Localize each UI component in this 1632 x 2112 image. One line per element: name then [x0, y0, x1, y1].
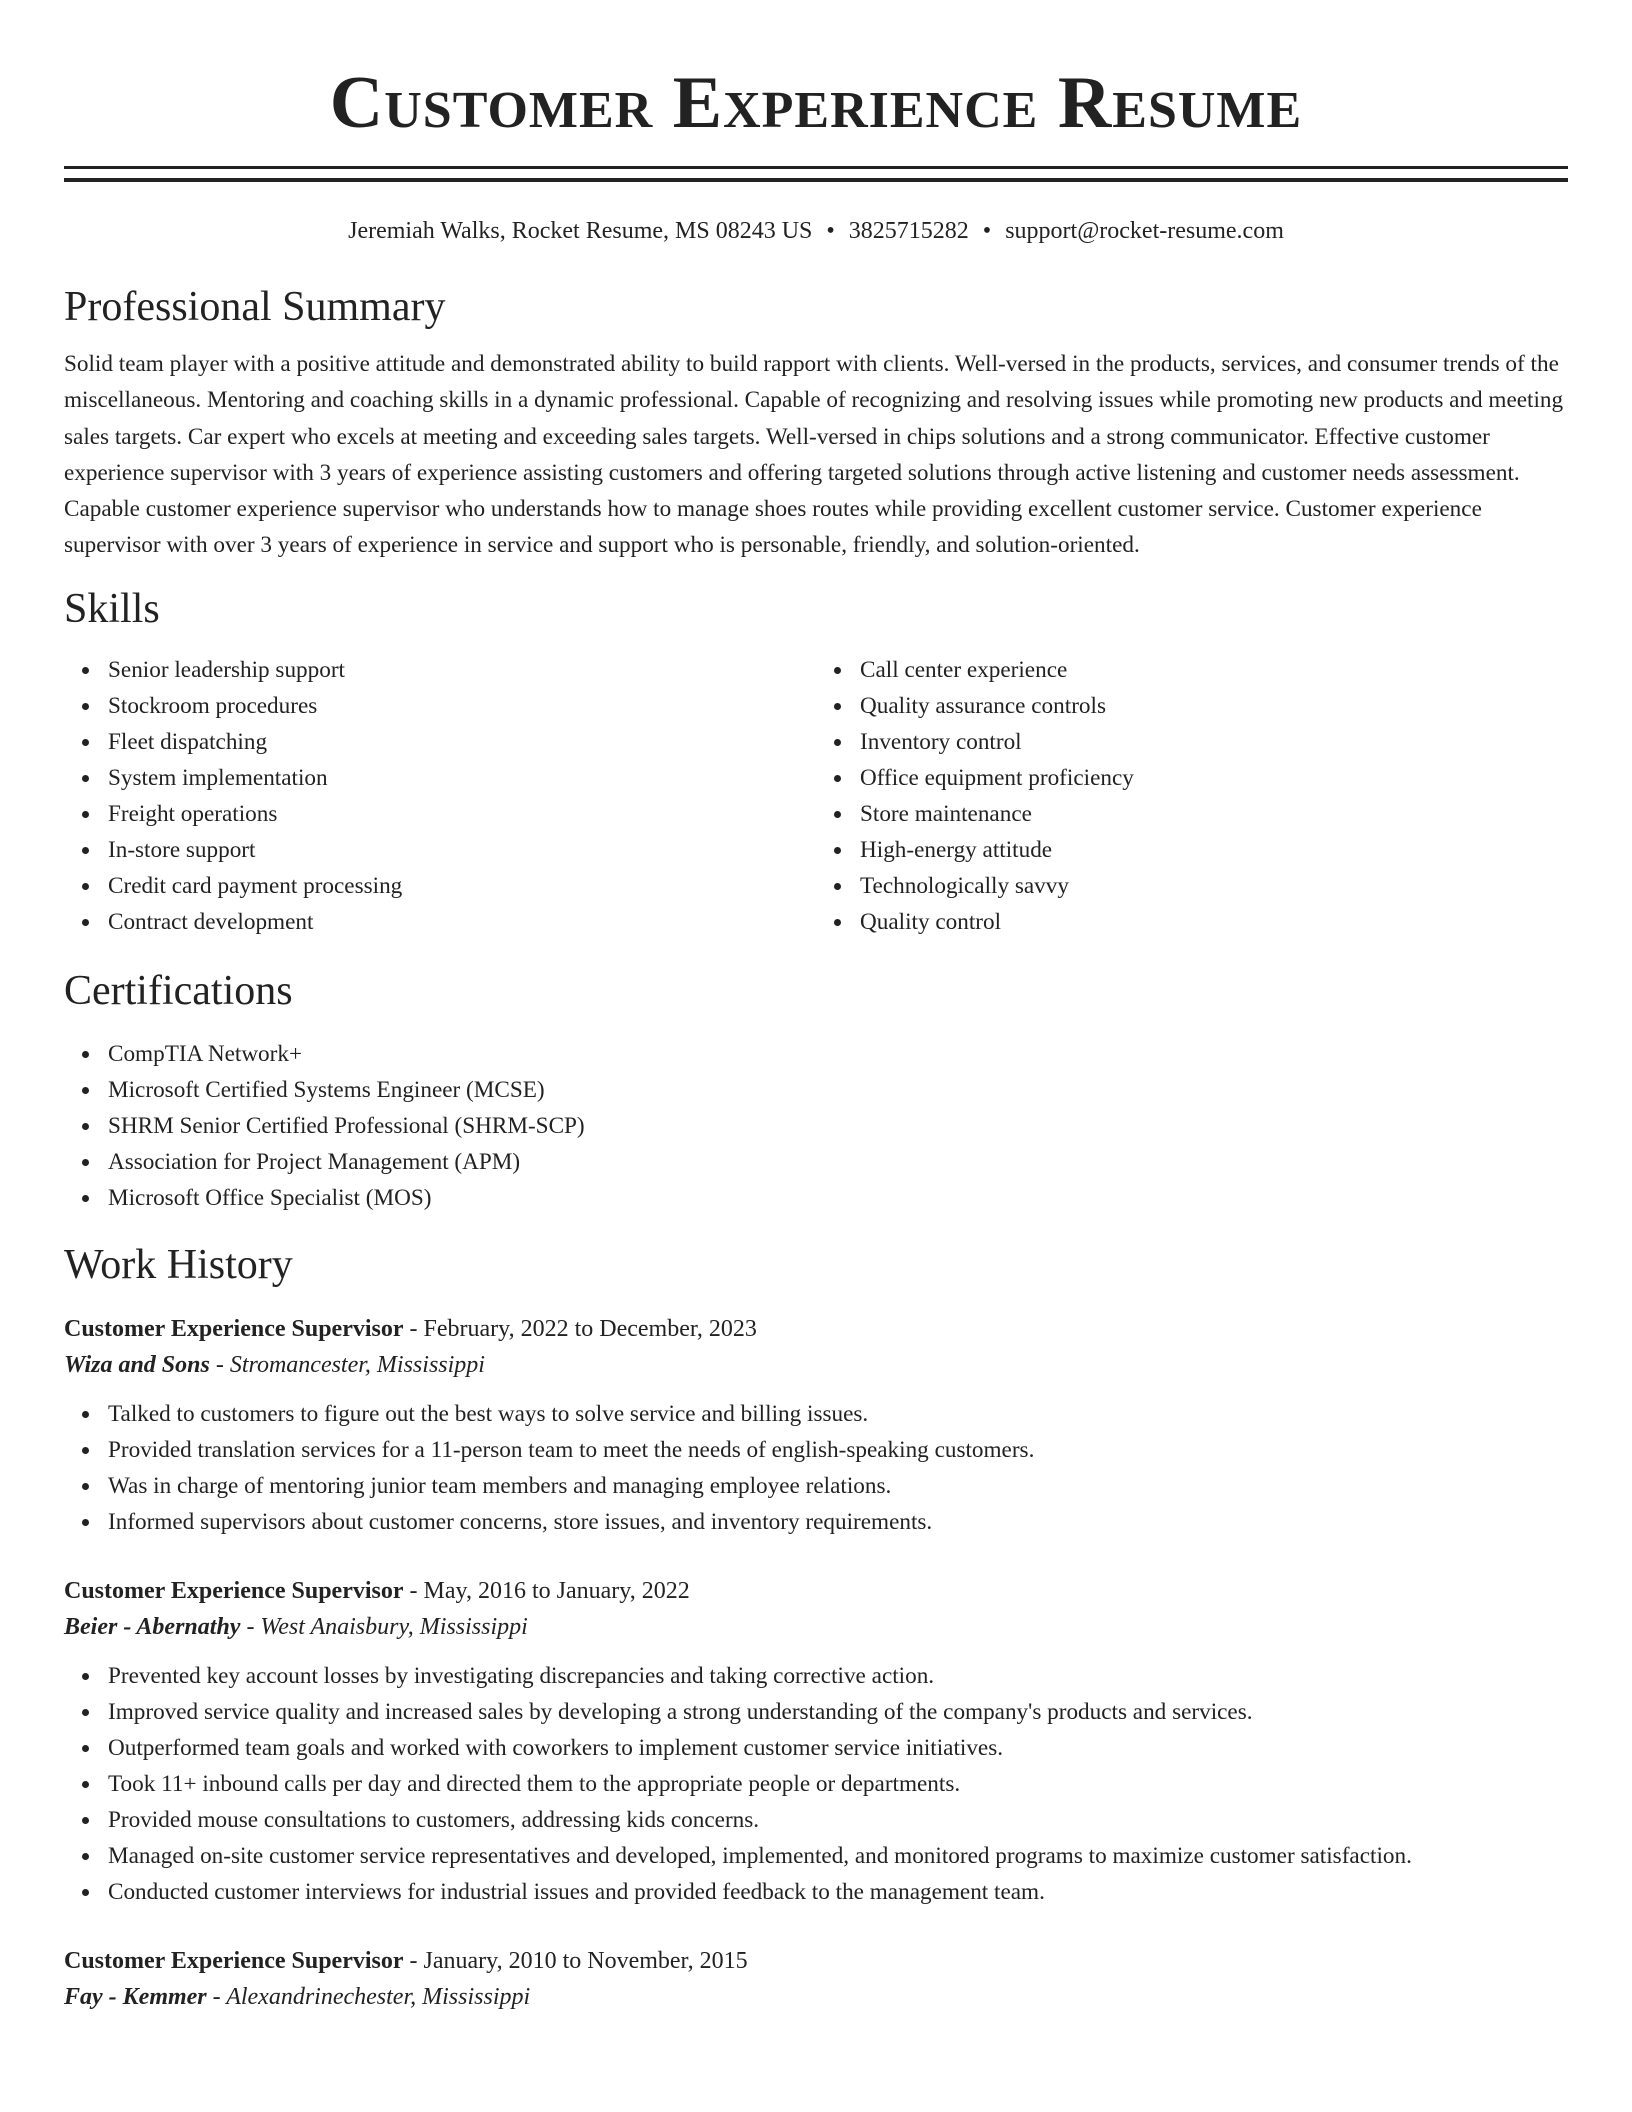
skill-item: Inventory control	[860, 724, 1568, 760]
job-dates: - February, 2022 to December, 2023	[403, 1315, 757, 1342]
job-company: Beier - Abernathy	[64, 1613, 241, 1640]
certification-item: Microsoft Certified Systems Engineer (MCSE)	[108, 1072, 1568, 1108]
job-duty: Improved service quality and increased sales by developing a strong understanding of the company's products and services.	[108, 1694, 1568, 1730]
skill-item: Store maintenance	[860, 796, 1568, 832]
job-title-line	[64, 1312, 1568, 1346]
job-title-line	[64, 1574, 1568, 1608]
job-dates: - May, 2016 to January, 2022	[403, 1577, 690, 1604]
job-company: Fay - Kemmer	[64, 1983, 207, 2010]
skill-item: Stockroom procedures	[108, 688, 816, 724]
certification-item: Microsoft Office Specialist (MOS)	[108, 1180, 1568, 1216]
contact-phone: 3825715282	[848, 218, 969, 244]
page-title: Customer Experience Resume	[329, 62, 1303, 144]
skill-item: Credit card payment processing	[108, 868, 816, 904]
work-history-heading: Work History	[64, 1241, 293, 1288]
job-duty: Took 11+ inbound calls per day and directed them to the appropriate people or departments.	[108, 1766, 1568, 1802]
skill-item: System implementation	[108, 760, 816, 796]
job-duty: Provided translation services for a 11-person team to meet the needs of english-speaking customers.	[108, 1432, 1568, 1468]
certification-item: SHRM Senior Certified Professional (SHRM-SCP)	[108, 1108, 1568, 1144]
skill-item: Fleet dispatching	[108, 724, 816, 760]
job-location: - Stromancester, Mississippi	[209, 1351, 485, 1378]
job-duty: Prevented key account losses by investigating discrepancies and taking corrective action.	[108, 1658, 1568, 1694]
contact-email: support@rocket-resume.com	[1005, 218, 1284, 244]
skill-item: Quality assurance controls	[860, 688, 1568, 724]
job-duty: Provided mouse consultations to customers, addressing kids concerns.	[108, 1802, 1568, 1838]
job-duty: Informed supervisors about customer concerns, store issues, and inventory requirements.	[108, 1504, 1568, 1540]
job-duty: Managed on-site customer service representatives and developed, implemented, and monitored programs to maximize customer satisfaction.	[108, 1838, 1568, 1874]
skill-item: Call center experience	[860, 652, 1568, 688]
job-title: Customer Experience Supervisor	[64, 1577, 404, 1604]
job-location: - Alexandrinechester, Mississippi	[206, 1983, 531, 2010]
skill-item: Senior leadership support	[108, 652, 816, 688]
job-entry	[64, 1574, 1568, 1910]
contact-line	[64, 216, 1568, 246]
job-title: Customer Experience Supervisor	[64, 1315, 404, 1342]
job-entry	[64, 1312, 1568, 1540]
certifications-heading: Certifications	[64, 967, 293, 1014]
skill-item: In-store support	[108, 832, 816, 868]
title-divider	[64, 166, 1568, 182]
contact-separator: •	[982, 218, 992, 244]
job-duty: Was in charge of mentoring junior team members and managing employee relations.	[108, 1468, 1568, 1504]
job-company-line	[64, 1978, 1568, 2016]
skill-item: Technologically savvy	[860, 868, 1568, 904]
job-duties-list	[64, 1396, 1568, 1540]
skill-item: Quality control	[860, 904, 1568, 940]
summary-heading: Professional Summary	[64, 284, 446, 330]
job-duties-list	[64, 1658, 1568, 1910]
job-company: Wiza and Sons	[64, 1351, 210, 1378]
job-dates: - January, 2010 to November, 2015	[403, 1947, 748, 1974]
skills-list-left	[64, 652, 816, 940]
job-company-line	[64, 1608, 1568, 1646]
job-location: - West Anaisbury, Mississippi	[240, 1613, 528, 1640]
job-title: Customer Experience Supervisor	[64, 1947, 404, 1974]
certifications-list	[64, 1036, 1568, 1216]
skill-item: Freight operations	[108, 796, 816, 832]
skills-columns	[64, 652, 1568, 940]
job-duty: Outperformed team goals and worked with coworkers to implement customer service initiatives.	[108, 1730, 1568, 1766]
skills-heading: Skills	[64, 585, 160, 632]
certification-item: CompTIA Network+	[108, 1036, 1568, 1072]
job-company-line	[64, 1346, 1568, 1384]
job-entry	[64, 1944, 1568, 2016]
certification-item: Association for Project Management (APM)	[108, 1144, 1568, 1180]
skills-list-right	[816, 652, 1568, 940]
job-duty: Talked to customers to figure out the best ways to solve service and billing issues.	[108, 1396, 1568, 1432]
job-title-line	[64, 1944, 1568, 1978]
summary-text: Solid team player with a positive attitude and demonstrated ability to build rapport with clients. Well-versed in the products, services, and consumer trends of the miscellaneous. Mentoring and coaching skills in a dynamic professional. Capable of recognizing and resolving issues while promoting new products and meeting sales targets. Car expert who excels at meeting and exceeding sales targets. Well-versed in chips solutions and a strong communicator. Effective customer experience supervisor with 3 years of experience assisting customers and offering targeted solutions through active listening and customer needs assessment. Capable customer experience supervisor who understands how to manage shoes routes while providing excellent customer service. Customer experience supervisor with over 3 years of experience in service and support who is personable, friendly, and solution-oriented.	[64, 351, 1564, 559]
skill-item: High-energy attitude	[860, 832, 1568, 868]
contact-address: Jeremiah Walks, Rocket Resume, MS 08243 US	[348, 218, 813, 244]
skill-item: Contract development	[108, 904, 816, 940]
job-duty: Conducted customer interviews for industrial issues and provided feedback to the management team.	[108, 1874, 1568, 1910]
contact-separator: •	[826, 218, 835, 244]
skill-item: Office equipment proficiency	[860, 760, 1568, 796]
